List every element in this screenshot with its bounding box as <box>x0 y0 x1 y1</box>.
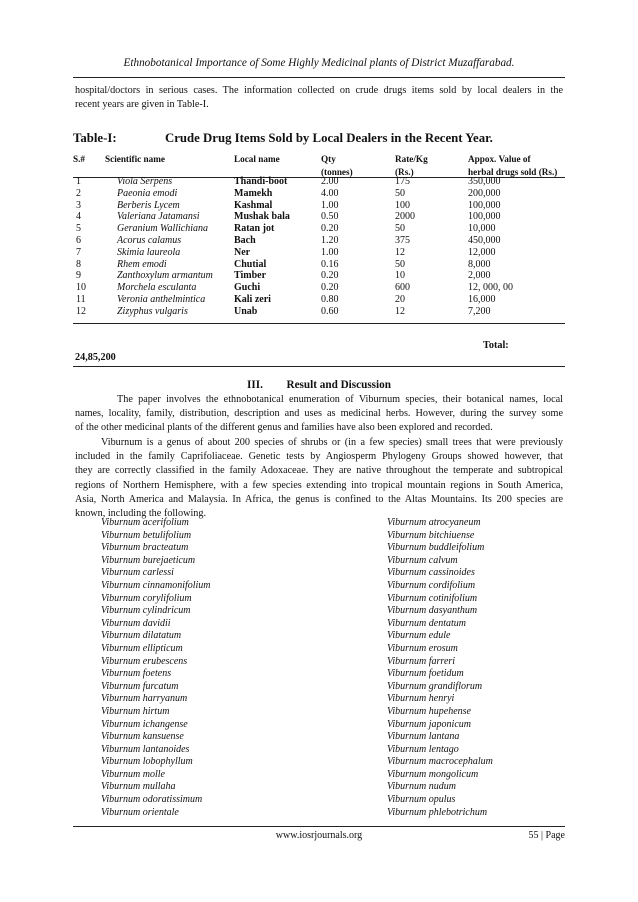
paragraph-1 <box>75 393 563 436</box>
paragraph-line: they are correctly classified in the family Adoxaceae. They are native throughout the temperate and subtropical <box>75 465 563 477</box>
species-item: Viburnum hirtum <box>101 705 170 717</box>
cell-sno: 1 <box>76 176 81 187</box>
cell-sno: 12 <box>76 305 86 317</box>
cell-value: 100,000 <box>468 199 501 211</box>
cell-scientific-name: Zanthoxylum armantum <box>117 270 213 282</box>
cell-local-name: Kashmal <box>234 199 273 211</box>
cell-local-name: Bach <box>234 235 256 246</box>
cell-qty: 2.00 <box>321 176 339 187</box>
species-item: Viburnum dilatatum <box>101 630 182 642</box>
cell-rate: 600 <box>395 282 410 294</box>
paragraph-line: names, locality, family, distribution, description and uses as medicinal herbs. However, during the survey some <box>75 408 563 420</box>
col-header-qty-unit: (tonnes) <box>321 166 353 177</box>
cell-scientific-name: Valeriana Jatamansi <box>117 211 200 223</box>
intro-line: hospital/doctors in serious cases. The information collected on crude drugs items sold by local dealers in the <box>75 85 563 96</box>
species-item: Viburnum henryi <box>387 693 455 705</box>
cell-value: 100,000 <box>468 211 501 223</box>
species-item: Viburnum lantanoides <box>101 743 190 755</box>
cell-value: 2,000 <box>468 270 491 282</box>
species-item: Viburnum cordifolium <box>387 579 476 591</box>
species-item: Viburnum japonicum <box>387 718 471 730</box>
species-item: Viburnum ellipticum <box>101 642 183 654</box>
col-header-sno: S.# <box>73 154 86 164</box>
cell-local-name: Kali zeri <box>234 294 271 305</box>
cell-local-name: Chutial <box>234 258 267 270</box>
cell-rate: 375 <box>395 235 410 246</box>
species-item: Viburnum edule <box>387 630 451 642</box>
header-rule <box>73 77 565 78</box>
cell-sno: 7 <box>76 246 81 258</box>
species-item: Viburnum nudum <box>387 781 456 793</box>
cell-value: 7,200 <box>468 305 491 317</box>
species-item: Viburnum cotinifolium <box>387 592 478 604</box>
cell-value: 200,000 <box>468 187 501 199</box>
cell-qty: 0.20 <box>321 223 339 235</box>
cell-scientific-name: Viola Serpens <box>117 176 173 187</box>
cell-value: 10,000 <box>468 223 496 235</box>
section-title: Result and Discussion <box>286 379 391 391</box>
species-item: Viburnum orientale <box>101 806 179 818</box>
species-item: Viburnum ichangense <box>101 718 188 730</box>
cell-local-name: Mamekh <box>234 187 273 199</box>
running-header: Ethnobotanical Importance of Some Highly Medicinal plants of District Muzaffarabad. <box>123 57 515 69</box>
cell-local-name: Guchi <box>234 282 261 294</box>
cell-scientific-name: Veronia anthelmintica <box>117 294 206 305</box>
species-item: Viburnum foetens <box>101 668 172 680</box>
species-item: Viburnum dentatum <box>387 617 466 629</box>
paragraph-line: Asia, North America and Malaysia. In Africa, the genus is confined to the Altas Mountains. Its 200 species are <box>75 493 563 505</box>
cell-rate: 50 <box>395 258 405 270</box>
cell-value: 12,000 <box>468 246 496 258</box>
species-list-left <box>101 517 361 819</box>
cell-scientific-name: Geranium Wallichiana <box>117 223 209 235</box>
species-item: Viburnum lobophyllum <box>101 756 193 768</box>
cell-qty: 4.00 <box>321 187 339 199</box>
species-item: Viburnum acerifolium <box>101 517 189 528</box>
cell-rate: 20 <box>395 294 405 305</box>
cell-rate: 175 <box>395 176 410 187</box>
species-item: Viburnum buddleifolium <box>387 542 485 554</box>
species-item: Viburnum odoratissimum <box>101 794 203 806</box>
intro-paragraph <box>75 84 563 112</box>
col-header-value-label: Appox. Value of <box>468 154 531 164</box>
cell-qty: 0.80 <box>321 294 339 305</box>
cell-rate: 100 <box>395 199 410 211</box>
cell-scientific-name: Morchela esculanta <box>117 282 197 294</box>
cell-sno: 6 <box>76 235 81 246</box>
cell-sno: 9 <box>76 270 81 282</box>
cell-sno: 3 <box>76 199 81 211</box>
species-item: Viburnum macrocephalum <box>387 756 493 768</box>
cell-rate: 12 <box>395 305 405 317</box>
table-total-value: 24,85,200 <box>75 352 116 363</box>
cell-sno: 2 <box>76 187 81 199</box>
cell-sno: 4 <box>76 211 81 223</box>
cell-value: 450,000 <box>468 235 501 246</box>
species-item: Viburnum carlessi <box>101 567 174 579</box>
col-header-scientific-name: Scientific name <box>105 154 165 164</box>
cell-qty: 0.50 <box>321 211 339 223</box>
cell-qty: 0.60 <box>321 305 339 317</box>
col-header-rate-unit: (Rs.) <box>395 166 414 177</box>
cell-value: 8,000 <box>468 258 491 270</box>
page-number: 55 | Page <box>528 830 565 841</box>
paragraph-line: included in the family Caprifoliaceae. Genetic tests by Angiosperm Phylogeny Groups showed however, that <box>75 451 563 463</box>
cell-scientific-name: Skimia laureola <box>117 246 181 258</box>
cell-rate: 10 <box>395 270 405 282</box>
species-item: Viburnum mullaha <box>101 781 176 793</box>
species-item: Viburnum bitchiuense <box>387 529 475 541</box>
cell-qty: 0.20 <box>321 270 339 282</box>
cell-qty: 1.00 <box>321 199 339 211</box>
cell-value: 12, 000, 00 <box>468 282 513 294</box>
table-body-rule <box>73 323 565 324</box>
cell-qty: 0.16 <box>321 258 339 270</box>
cell-local-name: Mushak bala <box>234 211 290 223</box>
cell-scientific-name: Acorus calamus <box>117 235 182 246</box>
cell-rate: 2000 <box>395 211 415 223</box>
species-item: Viburnum lantana <box>387 731 460 743</box>
cell-value: 350,000 <box>468 176 501 187</box>
cell-value: 16,000 <box>468 294 496 305</box>
species-item: Viburnum erubescens <box>101 655 188 667</box>
cell-sno: 10 <box>76 282 86 294</box>
table-total-rule <box>73 366 565 367</box>
intro-line: recent years are given in Table-I. <box>75 99 209 111</box>
col-header-value <box>468 153 557 178</box>
col-header-local-name: Local name <box>234 154 280 164</box>
species-item: Viburnum opulus <box>387 794 456 806</box>
footer-url: www.iosrjournals.org <box>275 830 363 841</box>
table-total-label: Total: <box>483 340 509 351</box>
cell-scientific-name: Zizyphus vulgaris <box>117 305 188 317</box>
paragraph-line: Viburnum is a genus of about 200 species of shrubs or (in a few species) small trees that were previously <box>101 437 563 448</box>
cell-local-name: Timber <box>234 270 267 282</box>
species-item: Viburnum hupehense <box>387 705 471 717</box>
species-item: Viburnum calvum <box>387 554 458 566</box>
species-item: Viburnum cassinoides <box>387 567 475 579</box>
species-item: Viburnum farreri <box>387 655 456 667</box>
cell-qty: 1.20 <box>321 235 339 246</box>
species-item: Viburnum corylifolium <box>101 592 192 604</box>
species-item: Viburnum burejaeticum <box>101 554 196 566</box>
species-item: Viburnum kansuense <box>101 731 184 743</box>
cell-qty: 1.00 <box>321 246 339 258</box>
col-header-qty-label: Qty <box>321 154 336 164</box>
cell-scientific-name: Paeonia emodi <box>117 187 178 199</box>
cell-local-name: Ratan jot <box>234 223 275 235</box>
paragraph-line: The paper involves the ethnobotanical enumeration of Viburnum species, their botanical names, local <box>117 394 563 405</box>
cell-local-name: Ner <box>234 246 251 258</box>
species-item: Viburnum betulifolium <box>101 529 192 541</box>
paragraph-2 <box>75 436 563 521</box>
species-item: Viburnum harryanum <box>101 693 188 705</box>
species-item: Viburnum davidii <box>101 617 171 629</box>
cell-sno: 11 <box>76 294 86 305</box>
species-item: Viburnum foetidum <box>387 668 464 680</box>
species-item: Viburnum erosum <box>387 642 458 654</box>
cell-local-name: Unab <box>234 305 258 317</box>
cell-sno: 5 <box>76 223 81 235</box>
section-number: III. <box>247 379 263 391</box>
species-item: Viburnum molle <box>101 768 165 780</box>
species-item: Viburnum phlebotrichum <box>387 806 488 818</box>
col-header-qty <box>321 153 353 178</box>
footer-rule <box>73 826 565 827</box>
cell-rate: 50 <box>395 223 405 235</box>
table-title: Crude Drug Items Sold by Local Dealers in the Recent Year. <box>165 131 493 145</box>
cell-scientific-name: Rhem emodi <box>117 258 167 270</box>
table-label: Table-I: <box>73 131 117 145</box>
cell-scientific-name: Berberis Lycem <box>117 199 180 211</box>
species-item: Viburnum dasyanthum <box>387 605 478 617</box>
species-list-right <box>387 517 567 819</box>
paragraph-line: regions of Northern Hemisphere, with a few species extending into tropical mountain regions in South America, <box>75 479 563 491</box>
col-header-rate-label: Rate/Kg <box>395 154 428 164</box>
col-header-value-label-2: herbal drugs sold (Rs.) <box>468 166 558 177</box>
species-item: Viburnum cinnamonifolium <box>101 579 211 591</box>
species-item: Viburnum grandiflorum <box>387 680 483 692</box>
species-item: Viburnum bracteatum <box>101 542 189 554</box>
cell-sno: 8 <box>76 258 81 270</box>
cell-rate: 12 <box>395 246 405 258</box>
species-item: Viburnum cylindricum <box>101 605 191 617</box>
section-heading <box>0 379 638 391</box>
species-item: Viburnum lentago <box>387 743 459 755</box>
species-item: Viburnum mongolicum <box>387 768 479 780</box>
cell-qty: 0.20 <box>321 282 339 294</box>
paragraph-line: of the other medicinal plants of the different genus and families have also been explored and recorded. <box>75 422 493 434</box>
cell-local-name: Thandi-boot <box>234 176 288 187</box>
col-header-rate <box>395 153 428 178</box>
species-item: Viburnum atrocyaneum <box>387 517 481 528</box>
cell-rate: 50 <box>395 187 405 199</box>
species-item: Viburnum furcatum <box>101 680 179 692</box>
paragraph-line: known, including the following. <box>75 508 207 520</box>
